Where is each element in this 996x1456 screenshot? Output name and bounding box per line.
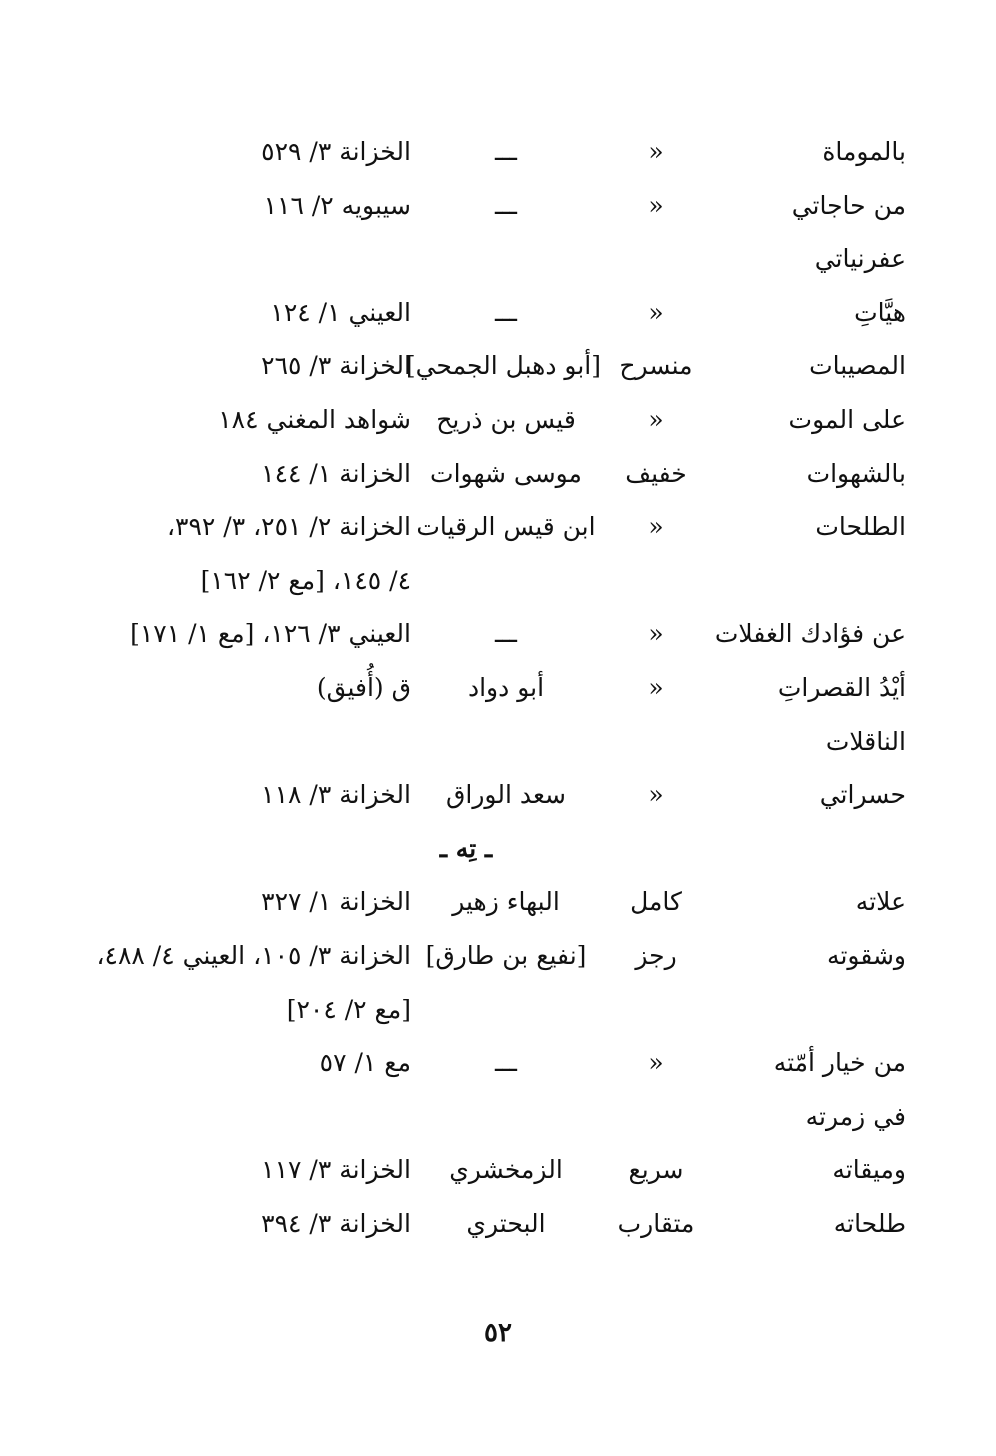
source-cell: مع ١/ ٥٧ (319, 1048, 411, 1078)
meter-cell: « (648, 780, 664, 810)
poet-cell: ـــ (495, 1048, 517, 1078)
meter-cell: متقارب (617, 1208, 695, 1238)
rhyme-cell: عفرنياتي (814, 244, 906, 274)
table-row-continuation (56, 554, 906, 608)
source-cell: العيني ١/ ١٢٤ (270, 297, 411, 327)
source-cell: العيني ٣/ ١٢٦، [مع ١/ ١٧١] (130, 619, 411, 649)
table-row (56, 929, 906, 983)
rhyme-cell: في زمرته (805, 1101, 906, 1131)
rhyme-cell: على الموت (788, 404, 906, 434)
table-row (56, 875, 906, 929)
rhyme-cell: هيَّاتِ (854, 297, 906, 327)
rhyme-cell: علاته (855, 887, 906, 917)
section-heading-text: ـ تِه ـ (439, 833, 493, 863)
rhyme-cell: الناقلات (825, 726, 906, 756)
rhyme-cell: من حاجاتي (791, 190, 906, 220)
meter-cell: « (648, 297, 664, 327)
table-row (56, 768, 906, 822)
table-row (56, 125, 906, 179)
rhyme-cell: طلحاته (833, 1208, 906, 1238)
table-row (56, 179, 906, 233)
poet-cell: أبو دواد (467, 672, 545, 702)
source-cell: الخزانة ٣/ ٣٩٤ (261, 1208, 411, 1238)
poet-cell: ـــ (495, 190, 517, 220)
rhyme-cell: وشقوته (827, 940, 906, 970)
source-cell: الخزانة ١/ ٣٢٧ (261, 887, 411, 917)
source-cell: [مع ٢/ ٢٠٤] (286, 994, 411, 1024)
table-row (56, 286, 906, 340)
poet-cell: ـــ (495, 137, 517, 166)
source-cell: الخزانة ٢/ ٢٥١، ٣/ ٣٩٢، (166, 512, 411, 542)
rhyme-cell: عن فؤادك الغفلات (714, 619, 906, 649)
table-row (56, 607, 906, 661)
poet-cell: ـــ (495, 297, 517, 327)
poet-cell: سعد الوراق (446, 780, 566, 810)
table-row (56, 232, 906, 286)
poet-cell: ـــ (495, 619, 517, 649)
rhyme-cell: الطلحات (815, 512, 906, 542)
table-row (56, 1036, 906, 1090)
source-cell: سيبويه ٢/ ١١٦ (263, 190, 411, 220)
poet-cell: البهاء زهير (452, 887, 560, 917)
poet-cell: [أبو دهبل الجمحي] (405, 351, 601, 381)
table-row (56, 1197, 906, 1251)
rhyme-cell: بالموماة (822, 137, 906, 166)
index-table (56, 125, 906, 1250)
source-cell: الخزانة ٣/ ٥٢٩ (261, 137, 411, 166)
table-row-continuation (56, 983, 906, 1037)
meter-cell: رجز (635, 940, 677, 970)
source-cell: الخزانة ٣/ ١٠٥، العيني ٤/ ٤٨٨، (96, 940, 411, 970)
meter-cell: « (648, 404, 664, 434)
meter-cell: « (648, 137, 664, 166)
rhyme-cell: المصيبات (809, 351, 906, 381)
meter-cell: « (648, 190, 664, 220)
source-cell: الخزانة ٣/ ٢٦٥ (261, 351, 411, 381)
source-cell: الخزانة ١/ ١٤٤ (261, 458, 411, 488)
table-row (56, 1090, 906, 1144)
meter-cell: « (648, 512, 664, 542)
poet-cell: البحتري (466, 1208, 546, 1238)
meter-cell: « (648, 1048, 664, 1078)
meter-cell: « (648, 619, 664, 649)
rhyme-cell: أيْدُ القصراتِ (777, 672, 906, 702)
table-row (56, 1143, 906, 1197)
table-row (56, 715, 906, 769)
poet-cell: قيس بن ذريح (436, 404, 576, 434)
source-cell: الخزانة ٣/ ١١٨ (261, 780, 411, 810)
source-cell: الخزانة ٣/ ١١٧ (261, 1155, 411, 1185)
meter-cell: خفيف (625, 458, 687, 488)
rhyme-cell: بالشهوات (806, 458, 906, 488)
table-row (56, 447, 906, 501)
rhyme-cell: حسراتي (819, 780, 906, 810)
rhyme-cell: من خيار أمّته (773, 1048, 906, 1078)
poet-cell: موسى شهوات (430, 458, 582, 488)
meter-cell: منسرح (619, 351, 693, 381)
poet-cell: [نفيع بن طارق] (425, 940, 587, 970)
meter-cell: « (648, 672, 664, 702)
table-row (56, 339, 906, 393)
page-number: ٥٢ (484, 1318, 512, 1348)
rhyme-cell: وميقاته (832, 1155, 906, 1185)
table-row (56, 661, 906, 715)
source-cell: ق (أُفيق) (316, 672, 411, 702)
poet-cell: ابن قيس الرقيات (416, 512, 596, 542)
table-row (56, 500, 906, 554)
meter-cell: سريع (628, 1155, 684, 1185)
meter-cell: كامل (630, 887, 682, 917)
source-cell: ٤/ ١٤٥، [مع ٢/ ١٦٢] (200, 565, 411, 595)
poet-cell: الزمخشري (449, 1155, 563, 1185)
source-cell: شواهد المغني ١٨٤ (218, 404, 411, 434)
section-heading (56, 822, 906, 876)
table-row (56, 393, 906, 447)
